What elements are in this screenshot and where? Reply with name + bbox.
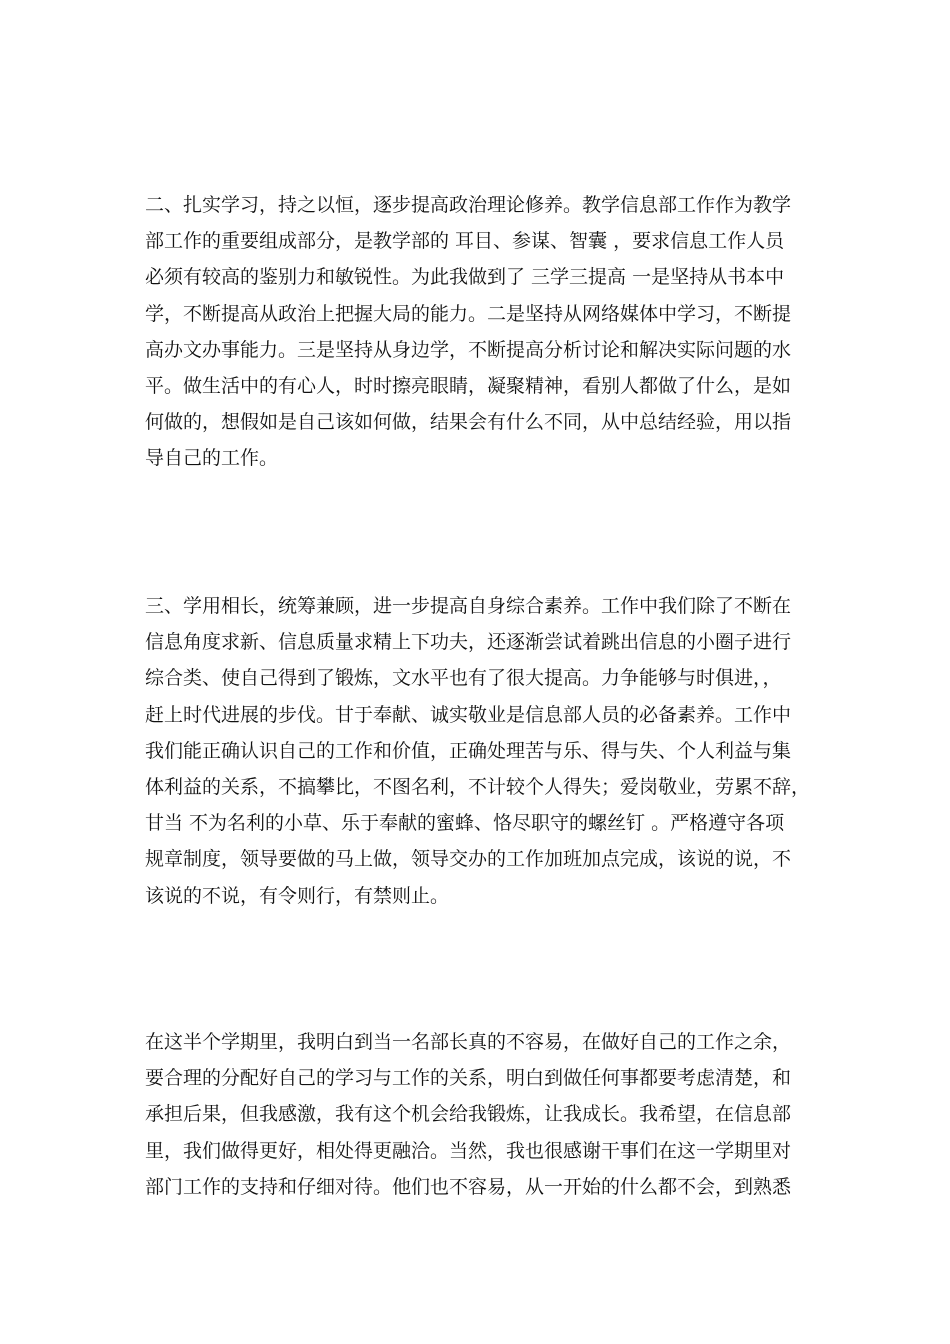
text-line: 二、扎实学习，持之以恒，逐步提高政治理论修养。教学信息部工作作为教学 [145, 194, 792, 216]
text-line: 部工作的重要组成部分，是教学部的 耳目、参谋、智囊 ，要求信息工作人员 [145, 230, 785, 253]
text-line: 在这半个学期里，我明白到当一名部长真的不容易，在做好自己的工作之余， [145, 1031, 792, 1053]
text-line: 三、学用相长，统筹兼顾，进一步提高自身综合素养。工作中我们除了不断在 [145, 595, 792, 617]
text-line: 甘当 不为名利的小草、乐于奉献的蜜蜂、恪尽职守的螺丝钉 。严格遵守各项 [145, 812, 785, 835]
text-line: 必须有较高的鉴别力和敏锐性。为此我做到了 三学三提高 一是坚持从书本中 [145, 266, 785, 289]
text-line: 要合理的分配好自己的学习与工作的关系，明白到做任何事都要考虑清楚，和 [145, 1067, 792, 1090]
text-line: 综合类、使自己得到了锻炼，文水平也有了很大提高。力争能够与时俱进，， [145, 667, 782, 690]
paragraph-study-theory [145, 187, 810, 477]
text-line: 里，我们做得更好，相处得更融洽。当然，我也很感谢干事们在这一学期里对 [145, 1139, 792, 1162]
paragraph-comprehensive-quality [145, 588, 810, 914]
text-line: 我们能正确认识自己的工作和价值，正确处理苦与乐、得与失、个人利益与集 [145, 739, 792, 762]
text-line: 导自己的工作。 [145, 447, 279, 470]
text-line: 高办文办事能力。三是坚持从身边学，不断提高分析讨论和解决实际问题的水 [145, 338, 792, 361]
text-line: 学，不断提高从政治上把握大局的能力。二是坚持从网络媒体中学习，不断提 [145, 302, 792, 325]
text-line: 规章制度，领导要做的马上做，领导交办的工作加班加点完成，该说的说，不 [145, 848, 792, 871]
text-line: 体利益的关系，不搞攀比，不图名利，不计较个人得失；爱岗敬业，劳累不辞， [145, 776, 810, 799]
text-line: 赶上时代进展的步伐。甘于奉献、诚实敬业是信息部人员的必备素养。工作中 [145, 703, 792, 726]
text-line: 何做的，想假如是自己该如何做，结果会有什么不同，从中总结经验，用以指 [145, 411, 792, 434]
text-line: 承担后果，但我感激，我有这个机会给我锻炼，让我成长。我希望，在信息部 [145, 1103, 792, 1126]
text-line: 部门工作的支持和仔细对待。他们也不容易，从一开始的什么都不会，到熟悉 [145, 1175, 792, 1198]
text-line: 该说的不说，有令则行，有禁则止。 [145, 884, 450, 907]
paragraph-semester-reflection [145, 1024, 810, 1205]
text-line: 平。做生活中的有心人，时时擦亮眼睛，凝聚精神，看别人都做了什么，是如 [145, 375, 792, 398]
text-line: 信息角度求新、信息质量求精上下功夫，还逐渐尝试着跳出信息的小圈子进行 [145, 631, 792, 654]
